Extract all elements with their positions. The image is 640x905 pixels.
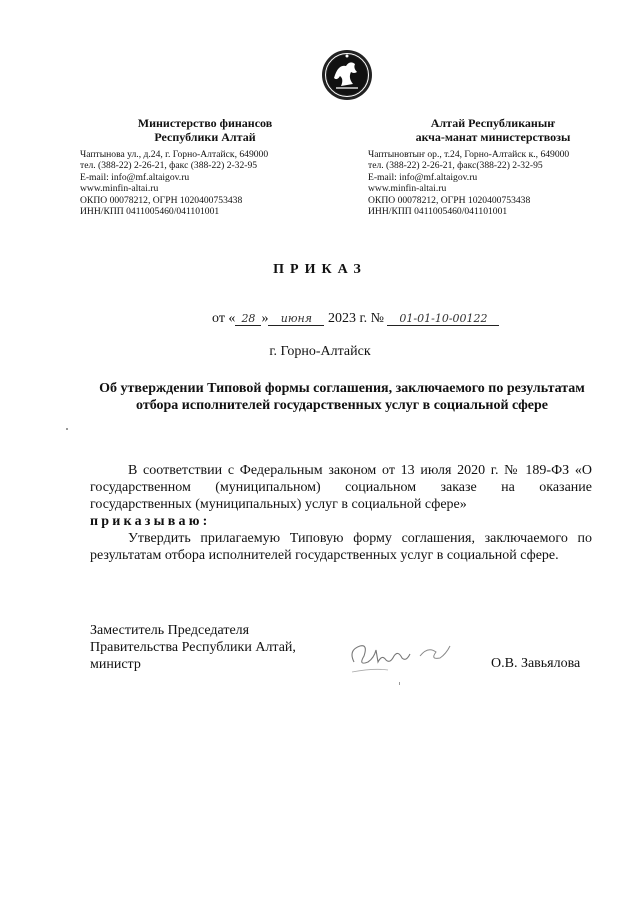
website-ru: www.minfin-altai.ru [80, 183, 159, 195]
order-number-handwritten: 01-01-10-00122 [387, 312, 499, 326]
header-left-ru [80, 116, 330, 217]
date-day-handwritten: 28 [235, 312, 261, 326]
coat-of-arms-emblem [320, 48, 374, 102]
date-quote-close: » [261, 311, 269, 326]
document-type-title: ПРИКАЗ [273, 262, 367, 277]
date-prefix: от « [212, 311, 236, 326]
address-ru: Чаптынова ул., д.24, г. Горно-Алтайск, 649000 [80, 149, 269, 160]
org-name-alt-line1: Алтай Республиканыҥ [430, 116, 556, 130]
position-line-1: Заместитель Председателя [90, 623, 250, 638]
signatory-position [90, 622, 296, 673]
order-clause: Утвердить прилагаемую Типовую форму соглашения, заключаемого по результатам отбора исполнителей государственных услуг в социальной сфере. [90, 531, 592, 563]
signatory-name: О.В. Завьялова [491, 656, 581, 671]
address-alt: Чаптыновтыҥ ор., т.24, Горно-Алтайск к., 649000 [368, 149, 570, 160]
okpo-alt: ОКПО 00078212, ОГРН 1020400753438 [368, 194, 531, 206]
phone-ru: тел. (388-22) 2-26-21, факс (388-22) 2-32-95 [80, 160, 258, 172]
position-line-2: Правительства Республики Алтай, [90, 640, 296, 655]
inn-alt: ИНН/КПП 0411005460/041101001 [368, 206, 508, 218]
org-name-ru-line1: Министерство финансов [137, 116, 273, 130]
org-name-ru-line2: Республики Алтай [154, 130, 256, 144]
scan-speck [66, 428, 68, 430]
date-number-line [212, 311, 499, 327]
contact-block-ru [80, 149, 330, 217]
contact-block-alt [368, 149, 618, 217]
header-right-alt [368, 116, 618, 217]
org-name-alt-line2: акча-манат министерствозы [415, 130, 571, 144]
email-ru: E-mail: info@mf.altaigov.ru [80, 171, 190, 183]
order-verb: приказываю: [90, 514, 211, 529]
order-subject-heading: Об утверждении Типовой формы соглашения, заключаемого по результатам отбора исполнителей государственных услуг в социальной сфере [99, 381, 585, 413]
order-body [90, 462, 592, 564]
website-alt: www.minfin-altai.ru [368, 183, 447, 195]
position-line-3: министр [90, 657, 141, 672]
okpo-ru: ОКПО 00078212, ОГРН 1020400753438 [80, 194, 243, 206]
phone-alt: тел. (388-22) 2-26-21, факс(388-22) 2-32-95 [368, 160, 543, 172]
date-year: 2023 г. № [327, 311, 384, 326]
date-month-handwritten: июня [268, 312, 324, 326]
scan-speck [399, 682, 400, 685]
preamble-paragraph: В соответствии с Федеральным законом от 13 июля 2020 г. № 189-ФЗ «О государственном (муниципальном) социальном заказе на оказание государственных (муниципальных) услуг в социальной сфере» [90, 463, 592, 512]
email-alt: E-mail: info@mf.altaigov.ru [368, 171, 478, 183]
handwritten-signature [344, 632, 454, 682]
city-line: г. Горно-Алтайск [269, 344, 371, 359]
inn-ru: ИНН/КПП 0411005460/041101001 [80, 206, 220, 218]
